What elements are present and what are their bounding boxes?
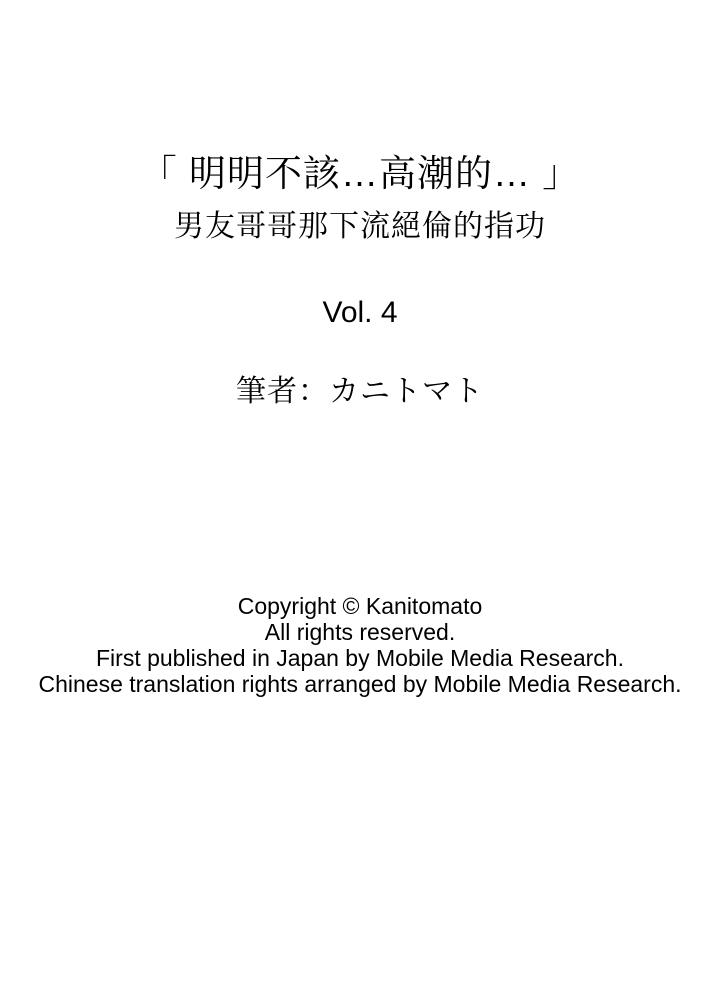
work-subtitle: 男友哥哥那下流絕倫的指功	[174, 210, 546, 243]
volume-label: Vol. 4	[322, 296, 398, 329]
copyright-block	[0, 593, 720, 697]
author-line: 筆者：カニトマト	[236, 375, 484, 408]
copyright-line-holder: Copyright © Kanitomato	[237, 593, 483, 619]
copyright-line-translation: Chinese translation rights arranged by Mobile Media Research.	[38, 671, 682, 697]
copyright-line-rights: All rights reserved.	[264, 619, 456, 645]
copyright-line-publisher: First published in Japan by Mobile Media Research.	[96, 645, 624, 671]
work-title: 「 明明不該…高潮的… 」	[139, 153, 581, 194]
